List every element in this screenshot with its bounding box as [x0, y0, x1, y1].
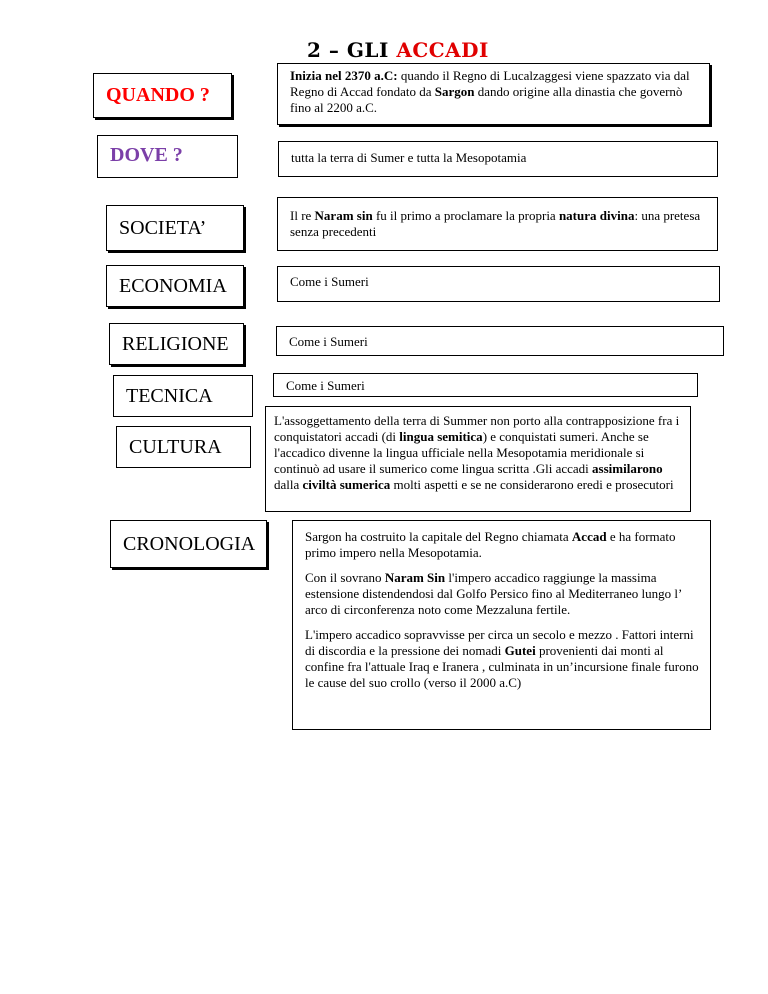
tecnica-text: Come i Sumeri	[286, 378, 365, 393]
societa-bold-2: natura divina	[558, 208, 635, 223]
cronologia-label-box	[110, 520, 267, 568]
economia-text: Come i Sumeri	[290, 274, 369, 289]
quando-bold-1: Inizia nel 2370 a.C:	[290, 68, 398, 83]
cultura-text-0: L'assoggettamento della terra di Summer non porto alla contrapposizione fra i conquistatori accadi (di	[274, 413, 680, 444]
quando-text-2: dando origine alla dinastia che governò fino al 2200 a.C.	[290, 84, 683, 115]
societa-text-2: : una pretesa senza precedenti	[290, 208, 701, 239]
societa-label: SOCIETA’	[119, 216, 207, 239]
quando-label: QUANDO ?	[106, 84, 210, 106]
quando-label-box	[93, 73, 232, 118]
religione-text: Come i Sumeri	[289, 334, 368, 349]
cronologia-p1-bold-1: Accad	[571, 529, 607, 544]
cronologia-p1-text-0: Sargon ha costruito la capitale del Regno chiamata	[305, 529, 572, 544]
quando-content-box	[277, 63, 710, 125]
cronologia-content-box	[292, 520, 711, 730]
cronologia-paragraph-2	[305, 570, 700, 618]
economia-content-box	[277, 266, 720, 302]
cultura-label: CULTURA	[129, 435, 222, 458]
cronologia-p3-text-1: provenienti dai monti al confine fra l'attuale Iraq e Iranera , culminata in un’incursione finale furono le cause del suo crollo (verso il 2000 a.C)	[305, 643, 699, 690]
cronologia-p3-bold-1: Gutei	[504, 643, 536, 658]
page-title	[307, 38, 489, 62]
religione-label-box	[109, 323, 244, 365]
religione-content-box	[276, 326, 724, 356]
cultura-text-2: dalla	[274, 477, 303, 492]
cronologia-paragraph-1	[305, 529, 700, 561]
cultura-bold-1: lingua semitica	[399, 429, 483, 444]
title-number: 2 – GLI	[307, 38, 397, 62]
title-name: ACCADI	[396, 38, 489, 62]
tecnica-label: TECNICA	[126, 384, 213, 407]
cronologia-p3-text-0: L'impero accadico sopravvisse per circa un secolo e mezzo . Fattori interni di discordia e la pressione dei nomadi	[305, 627, 694, 658]
cronologia-p2-text-1: l'impero accadico raggiunge la massima estensione distendendosi dal Golfo Persico fino al Mediterraneo lungo l’ arco di circonferenza noto come Mezzaluna fertile.	[305, 570, 682, 617]
tecnica-content-box	[273, 373, 698, 397]
dove-label-box	[97, 135, 238, 178]
societa-bold-1: Naram sin	[314, 208, 373, 223]
cultura-text-1: ) e conquistati sumeri. Anche se l'accadico divenne la lingua ufficiale nella Mesopotamia meridionale si continuò ad usare il sumerico come lingua scritta .Gli accadi	[274, 429, 649, 476]
tecnica-label-box	[113, 375, 253, 417]
cultura-content-box	[265, 406, 691, 512]
cronologia-p2-bold-1: Naram Sin	[384, 570, 446, 585]
dove-label: DOVE ?	[110, 144, 183, 166]
cronologia-paragraph-3	[305, 627, 700, 691]
dove-text: tutta la terra di Sumer e tutta la Mesopotamia	[291, 150, 527, 165]
societa-content-box	[277, 197, 718, 251]
societa-text-1: fu il primo a proclamare la propria	[372, 208, 559, 223]
cultura-label-box	[116, 426, 251, 468]
cultura-bold-2: assimilarono	[592, 461, 663, 476]
cultura-text-3: molti aspetti e se ne considerarono eredi e prosecutori	[390, 477, 674, 492]
cronologia-p2-text-0: Con il sovrano	[305, 570, 385, 585]
societa-label-box	[106, 205, 244, 251]
cronologia-p1-text-1: e ha formato primo impero nella Mesopotamia.	[305, 529, 676, 560]
dove-content-box	[278, 141, 718, 177]
cronologia-label: CRONOLOGIA	[123, 532, 256, 555]
economia-label-box	[106, 265, 244, 307]
economia-label: ECONOMIA	[119, 274, 227, 297]
cultura-bold-3: civiltà sumerica	[302, 477, 391, 492]
quando-bold-2: Sargon	[434, 84, 475, 99]
quando-text-1: quando il Regno di Lucalzaggesi viene spazzato via dal Regno di Accad fondato da	[290, 68, 690, 99]
societa-text-0: Il re	[290, 208, 315, 223]
religione-label: RELIGIONE	[122, 332, 229, 355]
